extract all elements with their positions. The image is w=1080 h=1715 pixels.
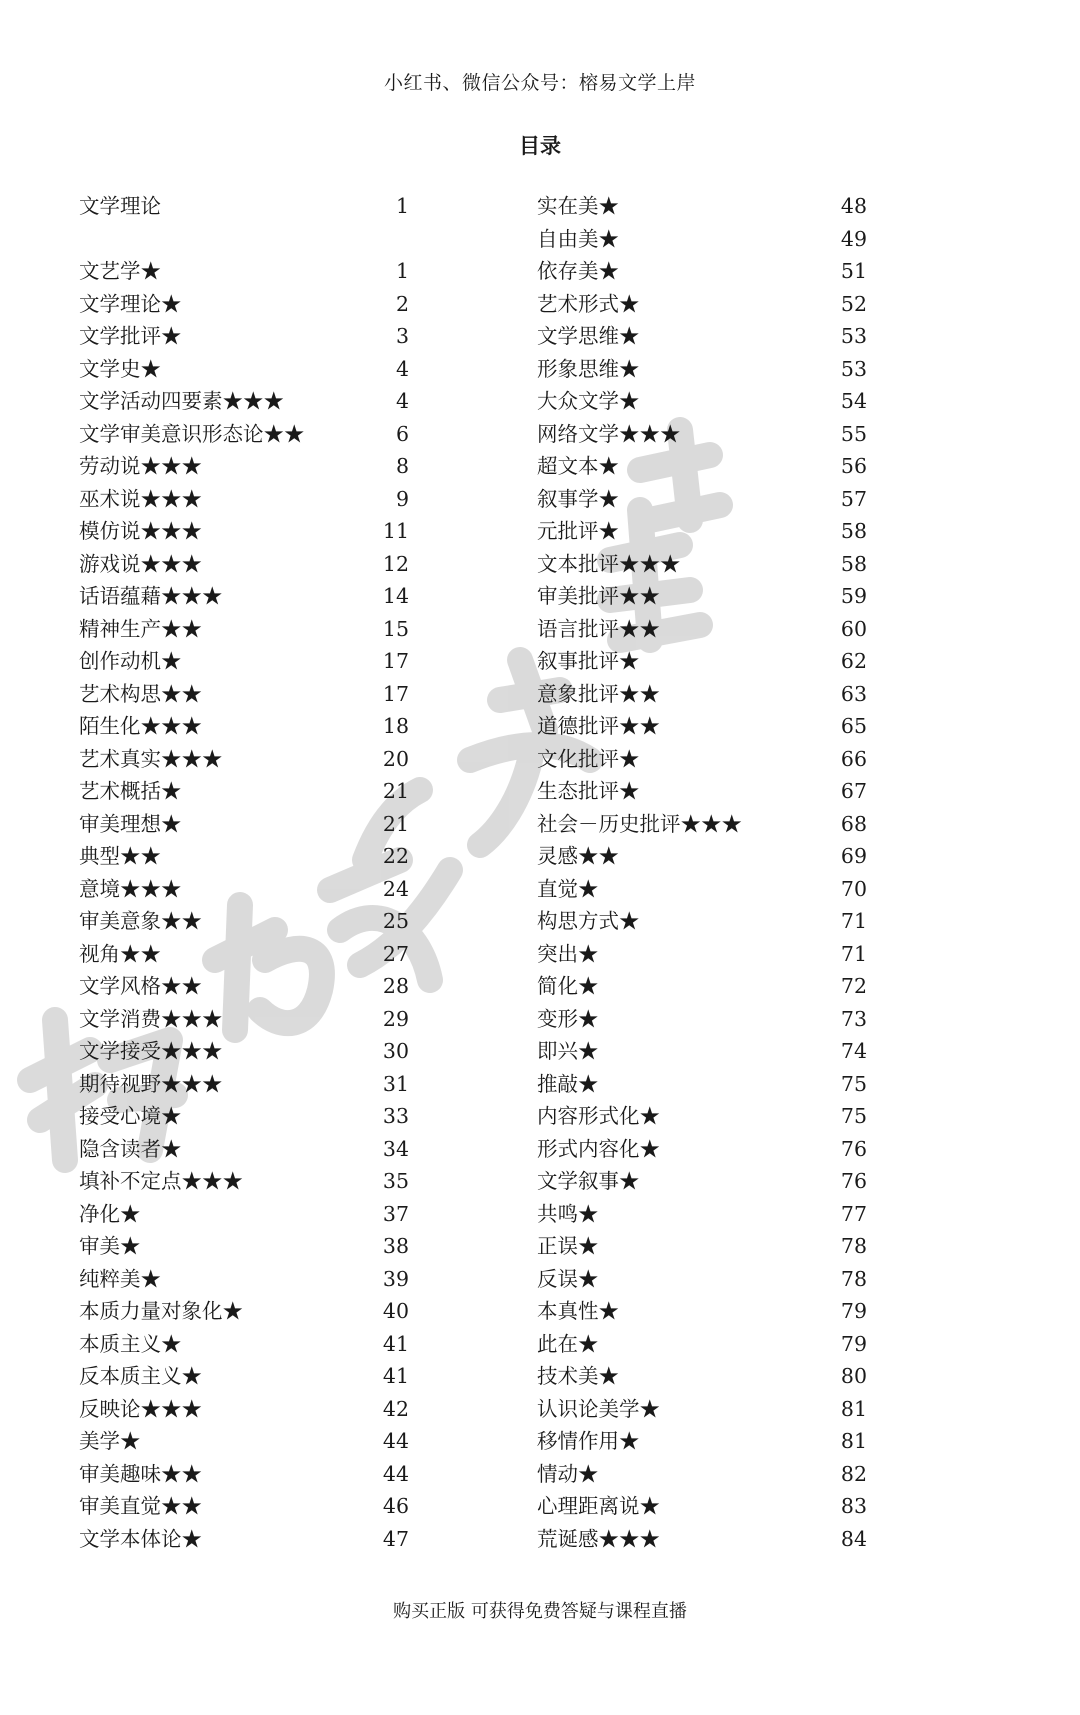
toc-entry-page: 6 — [395, 421, 409, 446]
toc-entry-term: 形式内容化★ — [537, 1136, 660, 1161]
toc-entry-term: 移情作用★ — [537, 1429, 640, 1453]
toc-entry-page: 84 — [840, 1526, 867, 1551]
toc-entry-term: 突出★ — [537, 941, 599, 966]
toc-entry — [537, 743, 867, 776]
toc-entry-page: 60 — [840, 616, 867, 641]
toc-entry — [79, 1523, 409, 1556]
toc-entry-term: 文学本体论★ — [79, 1526, 202, 1551]
toc-entry-term: 文学理论★ — [79, 291, 182, 316]
toc-entry-page: 46 — [382, 1494, 409, 1518]
toc-entry-term: 文本批评★★★ — [537, 551, 681, 576]
toc-entry-page: 28 — [382, 974, 409, 998]
toc-entry-page: 18 — [382, 714, 409, 738]
toc-entry — [537, 1295, 867, 1328]
toc-entry-term: 文学消费★★★ — [79, 1006, 223, 1031]
toc-entry-term: 生态批评★ — [537, 779, 640, 803]
toc-entry — [79, 515, 409, 548]
toc-entry-term: 语言批评★★ — [537, 616, 660, 641]
toc-entry-term: 审美批评★★ — [537, 584, 660, 608]
toc-entry-term: 意象批评★★ — [537, 681, 660, 706]
toc-entry-page: 57 — [840, 486, 867, 511]
toc-entry-page: 20 — [382, 746, 409, 771]
toc-entry — [537, 1165, 867, 1198]
toc-entry-term: 净化★ — [79, 1201, 141, 1226]
toc-entry-term: 艺术真实★★★ — [79, 746, 223, 771]
toc-entry-page: 53 — [840, 356, 867, 381]
toc-entry-term: 模仿说★★★ — [79, 519, 202, 543]
toc-entry-page: 21 — [382, 779, 409, 803]
toc-entry-page: 58 — [840, 551, 867, 576]
toc-entry-term: 话语蕴藉★★★ — [79, 584, 223, 608]
toc-entry-term: 技术美★ — [537, 1364, 619, 1388]
toc-entry-page: 12 — [382, 551, 409, 576]
toc-entry — [79, 645, 409, 678]
toc-entry — [79, 970, 409, 1003]
toc-entry-page: 71 — [840, 941, 867, 966]
toc-entry — [79, 353, 409, 386]
toc-entry-page: 69 — [840, 844, 867, 868]
toc-entry-page: 78 — [840, 1266, 867, 1291]
toc-entry-page: 59 — [840, 584, 867, 608]
toc-entry-term: 形象思维★ — [537, 356, 640, 381]
toc-entry-page: 41 — [382, 1331, 409, 1356]
toc-entry-term: 认识论美学★ — [537, 1396, 660, 1421]
toc-entry-page: 11 — [382, 519, 409, 543]
toc-entry — [79, 905, 409, 938]
toc-entry-term: 反本质主义★ — [79, 1364, 202, 1388]
toc-entry — [537, 938, 867, 971]
toc-entry-term: 陌生化★★★ — [79, 714, 202, 738]
toc-entry-page: 17 — [382, 681, 409, 706]
toc-entry-term: 文学审美意识形态论★★ — [79, 421, 305, 446]
toc-entry — [79, 1100, 409, 1133]
toc-entry — [79, 1068, 409, 1101]
toc-entry — [79, 320, 409, 353]
toc-entry-page: 52 — [840, 291, 867, 316]
toc-entry-page: 75 — [840, 1104, 867, 1128]
toc-entry-term: 期待视野★★★ — [79, 1071, 223, 1096]
toc-entry — [79, 710, 409, 743]
toc-entry-term: 艺术概括★ — [79, 779, 182, 803]
toc-entry — [537, 1230, 867, 1263]
toc-entry-term: 文学思维★ — [537, 324, 640, 348]
toc-entry — [79, 1425, 409, 1458]
toc-entry — [537, 1035, 867, 1068]
toc-entry-term: 美学★ — [79, 1429, 141, 1453]
toc-entry-term: 意境★★★ — [79, 876, 182, 901]
toc-entry — [537, 515, 867, 548]
toc-entry — [537, 1263, 867, 1296]
toc-entry-page: 24 — [382, 876, 409, 901]
toc-entry — [79, 1035, 409, 1068]
toc-entry-term: 实在美★ — [537, 194, 619, 218]
toc-entry-page: 48 — [840, 194, 867, 218]
toc-entry-term: 审美★ — [79, 1234, 141, 1258]
toc-entry-term: 视角★★ — [79, 941, 161, 966]
toc-entry — [537, 710, 867, 743]
toc-entry-page: 76 — [840, 1136, 867, 1161]
toc-entry — [79, 938, 409, 971]
toc-entry-page: 9 — [395, 486, 409, 511]
toc-entry-term: 共鸣★ — [537, 1201, 599, 1226]
toc-entry — [79, 190, 409, 223]
toc-entry — [79, 288, 409, 321]
toc-entry-term: 文学叙事★ — [537, 1169, 640, 1193]
toc-left-column — [79, 190, 409, 1555]
toc-entry-page: 30 — [382, 1039, 409, 1063]
toc-entry — [537, 775, 867, 808]
toc-entry-term: 本质主义★ — [79, 1331, 182, 1356]
toc-entry — [537, 1425, 867, 1458]
toc-entry-term: 内容形式化★ — [537, 1104, 660, 1128]
toc-entry-term: 反误★ — [537, 1266, 599, 1291]
toc-entry-page: 14 — [382, 584, 409, 608]
toc-entry — [537, 385, 867, 418]
toc-entry-term: 艺术构思★★ — [79, 681, 202, 706]
toc-entry-page: 38 — [382, 1234, 409, 1258]
toc-entry — [79, 580, 409, 613]
toc-entry-term: 社会－历史批评★★★ — [537, 811, 742, 836]
toc-entry — [79, 1165, 409, 1198]
toc-entry-page: 58 — [840, 519, 867, 543]
toc-entry-term: 劳动说★★★ — [79, 454, 202, 478]
toc-entry-term: 荒诞感★★★ — [537, 1526, 660, 1551]
toc-entry — [79, 255, 409, 288]
toc-entry — [537, 255, 867, 288]
toc-entry — [79, 1490, 409, 1523]
toc-entry-page: 49 — [840, 226, 867, 251]
page-title: 目录 — [519, 134, 561, 158]
toc-entry — [537, 1328, 867, 1361]
toc-entry-page: 62 — [840, 649, 867, 673]
toc-entry-term: 接受心境★ — [79, 1104, 182, 1128]
toc-entry — [537, 1523, 867, 1556]
toc-entry-page: 22 — [382, 844, 409, 868]
toc-entry — [79, 1295, 409, 1328]
toc-entry-page: 17 — [382, 649, 409, 673]
toc-entry-term: 超文本★ — [537, 454, 619, 478]
toc-entry-page: 56 — [840, 454, 867, 478]
toc-entry-term: 文学活动四要素★★★ — [79, 389, 284, 413]
toc-entry — [79, 1393, 409, 1426]
toc-entry-term: 推敲★ — [537, 1071, 599, 1096]
toc-entry — [537, 1003, 867, 1036]
toc-entry — [79, 678, 409, 711]
toc-entry-page: 42 — [382, 1396, 409, 1421]
toc-entry-page: 79 — [840, 1331, 867, 1356]
toc-entry-page: 25 — [382, 909, 409, 933]
toc-entry-term: 灵感★★ — [537, 844, 619, 868]
toc-entry — [537, 808, 867, 841]
toc-entry-page: 41 — [382, 1364, 409, 1388]
toc-entry-term: 审美直觉★★ — [79, 1494, 202, 1518]
toc-entry — [79, 483, 409, 516]
toc-entry — [537, 645, 867, 678]
toc-entry — [79, 1328, 409, 1361]
toc-entry — [537, 840, 867, 873]
toc-entry — [79, 1360, 409, 1393]
toc-entry-page: 4 — [395, 389, 409, 413]
toc-entry-term: 反映论★★★ — [79, 1396, 202, 1421]
toc-entry-term: 变形★ — [537, 1006, 599, 1031]
toc-entry — [79, 1230, 409, 1263]
toc-entry-term: 文学史★ — [79, 356, 161, 381]
toc-entry-term: 文学批评★ — [79, 324, 182, 348]
toc-entry — [79, 385, 409, 418]
toc-entry-page: 33 — [382, 1104, 409, 1128]
toc-entry — [537, 320, 867, 353]
toc-right-column — [537, 190, 867, 1555]
toc-entry-term: 审美意象★★ — [79, 909, 202, 933]
toc-entry-page: 53 — [840, 324, 867, 348]
toc-entry — [537, 1198, 867, 1231]
toc-entry-term: 典型★★ — [79, 844, 161, 868]
toc-entry — [79, 1198, 409, 1231]
toc-entry-page: 47 — [382, 1526, 409, 1551]
toc-entry-term: 直觉★ — [537, 876, 599, 901]
toc-entry-term: 叙事学★ — [537, 486, 619, 511]
toc-entry-page: 15 — [382, 616, 409, 641]
toc-entry — [79, 548, 409, 581]
toc-entry — [79, 840, 409, 873]
toc-entry — [79, 808, 409, 841]
toc-entry — [537, 223, 867, 256]
toc-entry — [537, 483, 867, 516]
toc-entry-page: 4 — [395, 356, 409, 381]
toc-entry — [79, 223, 409, 256]
toc-entry-term: 艺术形式★ — [537, 291, 640, 316]
toc-entry-term: 元批评★ — [537, 519, 619, 543]
toc-entry-term: 心理距离说★ — [537, 1494, 660, 1518]
header-text: 小红书、微信公众号：榕易文学上岸 — [383, 72, 696, 94]
toc-entry-page: 40 — [382, 1299, 409, 1323]
toc-entry-page: 44 — [382, 1461, 409, 1486]
toc-entry-page: 3 — [395, 324, 409, 348]
toc-entry — [537, 1360, 867, 1393]
toc-entry — [537, 1133, 867, 1166]
toc-entry-term: 文学理论 — [79, 194, 161, 218]
toc-entry-page: 65 — [840, 714, 867, 738]
toc-entry-page: 31 — [382, 1071, 409, 1096]
toc-entry — [79, 873, 409, 906]
toc-entry-page: 51 — [840, 259, 867, 283]
toc-entry-page: 55 — [840, 421, 867, 446]
toc-entry — [79, 1003, 409, 1036]
toc-entry — [537, 1458, 867, 1491]
toc-entry — [537, 353, 867, 386]
toc-entry — [537, 1393, 867, 1426]
toc-entry-page: 21 — [382, 811, 409, 836]
toc-entry-term: 填补不定点★★★ — [79, 1169, 243, 1193]
toc-entry-term: 文学风格★★ — [79, 974, 202, 998]
toc-entry-term: 网络文学★★★ — [537, 421, 681, 446]
toc-entry — [537, 450, 867, 483]
toc-entry-page: 77 — [840, 1201, 867, 1226]
toc-entry-page: 81 — [840, 1396, 867, 1421]
toc-entry-term: 隐含读者★ — [79, 1136, 182, 1161]
toc-entry-term: 文化批评★ — [537, 746, 640, 771]
toc-entry-page: 78 — [840, 1234, 867, 1258]
toc-entry-term: 本真性★ — [537, 1299, 619, 1323]
toc-entry — [537, 678, 867, 711]
toc-entry-page: 74 — [840, 1039, 867, 1063]
toc-entry — [537, 1100, 867, 1133]
toc-entry — [537, 580, 867, 613]
toc-entry-page: 68 — [840, 811, 867, 836]
toc-entry-page: 29 — [382, 1006, 409, 1031]
toc-entry — [79, 613, 409, 646]
toc-entry-term: 叙事批评★ — [537, 649, 640, 673]
toc-entry — [537, 548, 867, 581]
toc-entry-page: 73 — [840, 1006, 867, 1031]
toc-entry-term: 精神生产★★ — [79, 616, 202, 641]
toc-entry — [537, 905, 867, 938]
toc-entry-term: 审美理想★ — [79, 811, 182, 836]
toc-entry-page: 79 — [840, 1299, 867, 1323]
toc-entry-page: 83 — [840, 1494, 867, 1518]
toc-entry-term: 纯粹美★ — [79, 1266, 161, 1291]
toc-entry — [537, 873, 867, 906]
toc-entry — [537, 190, 867, 223]
toc-entry-term: 正误★ — [537, 1234, 599, 1258]
toc-entry-page: 63 — [840, 681, 867, 706]
toc-entry-term: 审美趣味★★ — [79, 1461, 202, 1486]
toc-entry-page: 81 — [840, 1429, 867, 1453]
toc-entry — [79, 1458, 409, 1491]
toc-entry-page: 37 — [382, 1201, 409, 1226]
toc-entry-term: 构思方式★ — [537, 909, 640, 933]
toc-entry-term: 此在★ — [537, 1331, 599, 1356]
toc-entry-page: 67 — [840, 779, 867, 803]
toc-entry — [537, 418, 867, 451]
toc-entry — [537, 1490, 867, 1523]
toc-entry-page: 8 — [395, 454, 409, 478]
toc-entry-term: 创作动机★ — [79, 649, 182, 673]
toc-entry-page: 34 — [382, 1136, 409, 1161]
toc-entry-page: 80 — [840, 1364, 867, 1388]
toc-entry — [537, 1068, 867, 1101]
toc-entry-page: 70 — [840, 876, 867, 901]
toc-entry — [537, 970, 867, 1003]
toc-entry-page: 76 — [840, 1169, 867, 1193]
toc-entry-term: 本质力量对象化★ — [79, 1299, 243, 1323]
toc-entry-page: 1 — [395, 194, 409, 218]
toc-entry-term: 文学接受★★★ — [79, 1039, 223, 1063]
toc-entry-page: 44 — [382, 1429, 409, 1453]
toc-entry — [79, 743, 409, 776]
toc-entry-page: 75 — [840, 1071, 867, 1096]
toc-entry — [79, 418, 409, 451]
toc-entry — [537, 613, 867, 646]
toc-entry — [79, 1263, 409, 1296]
toc-entry-term: 即兴★ — [537, 1039, 599, 1063]
toc-entry-term: 游戏说★★★ — [79, 551, 202, 576]
toc-entry-page: 1 — [395, 259, 409, 283]
toc-entry-term: 巫术说★★★ — [79, 486, 202, 511]
toc-entry — [79, 1133, 409, 1166]
toc-entry — [79, 775, 409, 808]
toc-entry-page: 27 — [382, 941, 409, 966]
toc-entry — [79, 450, 409, 483]
toc-entry-page: 35 — [382, 1169, 409, 1193]
footer-text: 购买正版 可获得免费答疑与课程直播 — [393, 1601, 687, 1622]
toc-entry-term: 文艺学★ — [79, 259, 161, 283]
toc-entry-term: 依存美★ — [537, 259, 619, 283]
toc-entry-term: 简化★ — [537, 974, 599, 998]
toc-entry-page: 54 — [840, 389, 867, 413]
toc-entry-page: 71 — [840, 909, 867, 933]
toc-entry-term: 道德批评★★ — [537, 714, 660, 738]
toc-entry-term: 自由美★ — [537, 226, 619, 251]
toc-entry-page: 2 — [395, 291, 409, 316]
toc-entry — [537, 288, 867, 321]
toc-entry-term: 情动★ — [537, 1461, 599, 1486]
toc-entry-page: 39 — [382, 1266, 409, 1291]
toc-entry-term: 大众文学★ — [537, 389, 640, 413]
toc-entry-page: 72 — [840, 974, 867, 998]
toc-entry-page: 82 — [840, 1461, 867, 1486]
toc-entry-page: 66 — [840, 746, 867, 771]
